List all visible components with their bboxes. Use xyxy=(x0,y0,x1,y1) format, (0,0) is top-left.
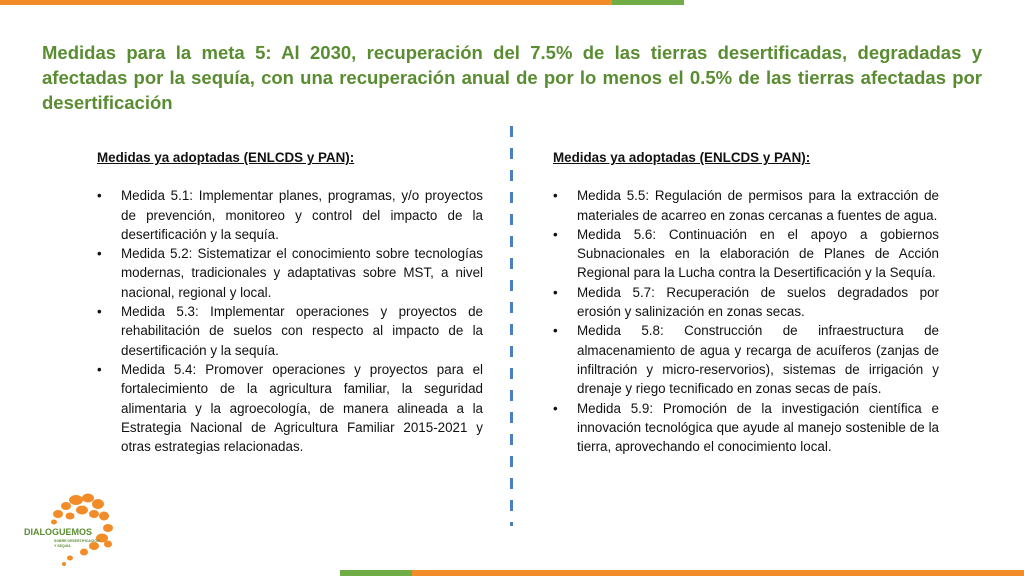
list-item xyxy=(553,283,939,322)
bullet-icon: • xyxy=(97,246,102,262)
left-measures-list xyxy=(97,186,483,456)
left-column xyxy=(97,148,483,456)
list-item xyxy=(553,186,939,225)
measure-text: Medida 5.4: Promover operaciones y proyectos para el fortalecimiento de la agricultura familiar, la seguridad alimentaria y la agroecología, de manera alineada a la Estrategia Nacional de Agricultura Familiar 2015-2021 y otras estrategias relacionadas. xyxy=(121,361,483,455)
bullet-icon: • xyxy=(553,284,558,300)
column-divider xyxy=(510,126,513,526)
logo-name: DIALOGUEMOS xyxy=(24,527,93,537)
measure-text: Medida 5.6: Continuación en el apoyo a gobiernos Subnacionales en la elaboración de Planes de Acción Regional para la Lucha contra la Desertificación y la Sequía. xyxy=(577,226,939,281)
list-item xyxy=(97,186,483,244)
measure-text: Medida 5.8: Construcción de infraestructura de almacenamiento de agua y recarga de acuíferos (zanjas de infiltración y micro-reservorios), sistemas de irrigación y drenaje y riego tecnificado en zonas secas de país. xyxy=(577,323,939,397)
top-accent-bar-orange xyxy=(0,0,612,5)
top-accent-bar-green xyxy=(612,0,684,5)
list-item xyxy=(553,399,939,457)
left-column-heading: Medidas ya adoptadas (ENLCDS y PAN): xyxy=(97,150,355,165)
measure-text: Medida 5.1: Implementar planes, programas, y/o proyectos de prevención, monitoreo y control del impacto de la desertificación y la sequía. xyxy=(121,188,483,242)
bullet-icon: • xyxy=(553,188,558,204)
measure-text: Medida 5.5: Regulación de permisos para la extracción de materiales de acarreo en zonas cercanas a fuentes de agua. xyxy=(577,188,939,223)
right-column xyxy=(553,148,939,456)
bullet-icon: • xyxy=(97,361,102,377)
bullet-icon: • xyxy=(553,226,558,242)
slide-title: Medidas para la meta 5: Al 2030, recuperación del 7.5% de las tierras desertificadas, degradadas y afectadas por la sequía, con una recuperación anual de por lo menos el 0.5% de las tierras afectadas por desertificación xyxy=(42,42,982,113)
list-item xyxy=(97,244,483,302)
bullet-icon: • xyxy=(553,400,558,416)
list-item xyxy=(97,302,483,360)
measure-text: Medida 5.3: Implementar operaciones y proyectos de rehabilitación de suelos con respecto al impacto de la desertificación y la sequía. xyxy=(121,304,483,358)
bullet-icon: • xyxy=(553,323,558,339)
bottom-accent-bar-orange xyxy=(412,570,1024,576)
bottom-accent-bar-green xyxy=(340,570,412,576)
logo-subtitle: SOBRE DESERTIFICACIÓN Y SEQUÍA xyxy=(54,539,100,548)
measure-text: Medida 5.7: Recuperación de suelos degradados por erosión y salinización en zonas secas. xyxy=(577,284,939,320)
bullet-icon: • xyxy=(97,304,102,320)
right-measures-list xyxy=(553,186,939,456)
list-item xyxy=(97,360,483,456)
right-column-heading: Medidas ya adoptadas (ENLCDS y PAN): xyxy=(553,150,811,165)
bullet-icon: • xyxy=(97,188,102,204)
measure-text: Medida 5.9: Promoción de la investigación científica e innovación tecnológica que ayude al manejo sostenible de la tierra, aprovechando el conocimiento local. xyxy=(577,400,939,455)
list-item xyxy=(553,321,939,398)
measure-text: Medida 5.2: Sistematizar el conocimiento sobre tecnologías modernas, tradicionales y adaptativas sobre MST, a nivel nacional, regional y local. xyxy=(121,246,483,300)
list-item xyxy=(553,225,939,283)
